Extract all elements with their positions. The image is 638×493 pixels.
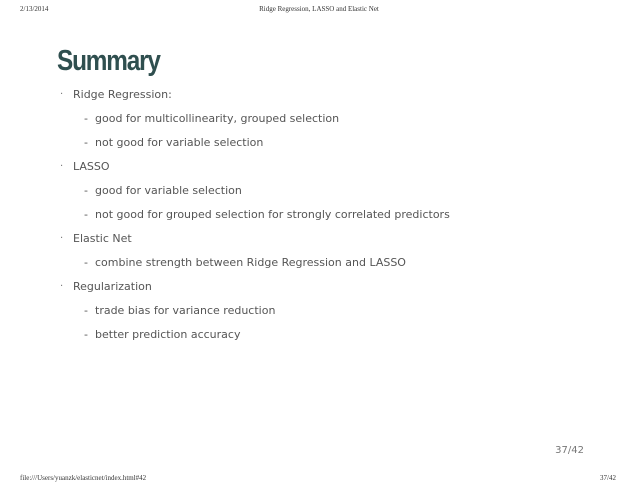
dash-icon: - (84, 304, 88, 317)
print-url: file:///Users/yuanzk/elasticnet/index.html#42 (20, 474, 147, 482)
list-item (57, 278, 597, 343)
sub-item: good for variable selection (95, 184, 242, 197)
summary-list (57, 86, 597, 350)
bullet-icon: · (60, 233, 64, 244)
dash-icon: - (84, 256, 88, 269)
slide-title: Summary (57, 45, 160, 77)
bullet-icon: · (60, 161, 64, 172)
sub-item: good for multicollinearity, grouped selection (95, 112, 340, 125)
item-label: LASSO (73, 160, 110, 173)
print-date: 2/13/2014 (20, 5, 49, 13)
print-page-number: 37/42 (600, 474, 616, 482)
sub-item: not good for variable selection (95, 136, 264, 149)
bullet-icon: · (60, 281, 64, 292)
print-footer (0, 474, 638, 486)
dash-icon: - (84, 328, 88, 341)
list-item (57, 230, 597, 271)
item-label: Ridge Regression: (73, 88, 172, 101)
list-item (57, 158, 597, 223)
print-document-title: Ridge Regression, LASSO and Elastic Net (259, 5, 379, 13)
sub-item: combine strength between Ridge Regression and LASSO (95, 256, 406, 269)
sub-item: not good for grouped selection for strongly correlated predictors (95, 208, 450, 221)
bullet-icon: · (60, 89, 64, 100)
dash-icon: - (84, 112, 88, 125)
sub-item: trade bias for variance reduction (95, 304, 276, 317)
item-label: Elastic Net (73, 232, 132, 245)
dash-icon: - (84, 136, 88, 149)
print-header (0, 5, 638, 17)
dash-icon: - (84, 184, 88, 197)
item-label: Regularization (73, 280, 152, 293)
sub-item: better prediction accuracy (95, 328, 241, 341)
list-item (57, 86, 597, 151)
slide-number: 37/42 (555, 445, 584, 456)
dash-icon: - (84, 208, 88, 221)
